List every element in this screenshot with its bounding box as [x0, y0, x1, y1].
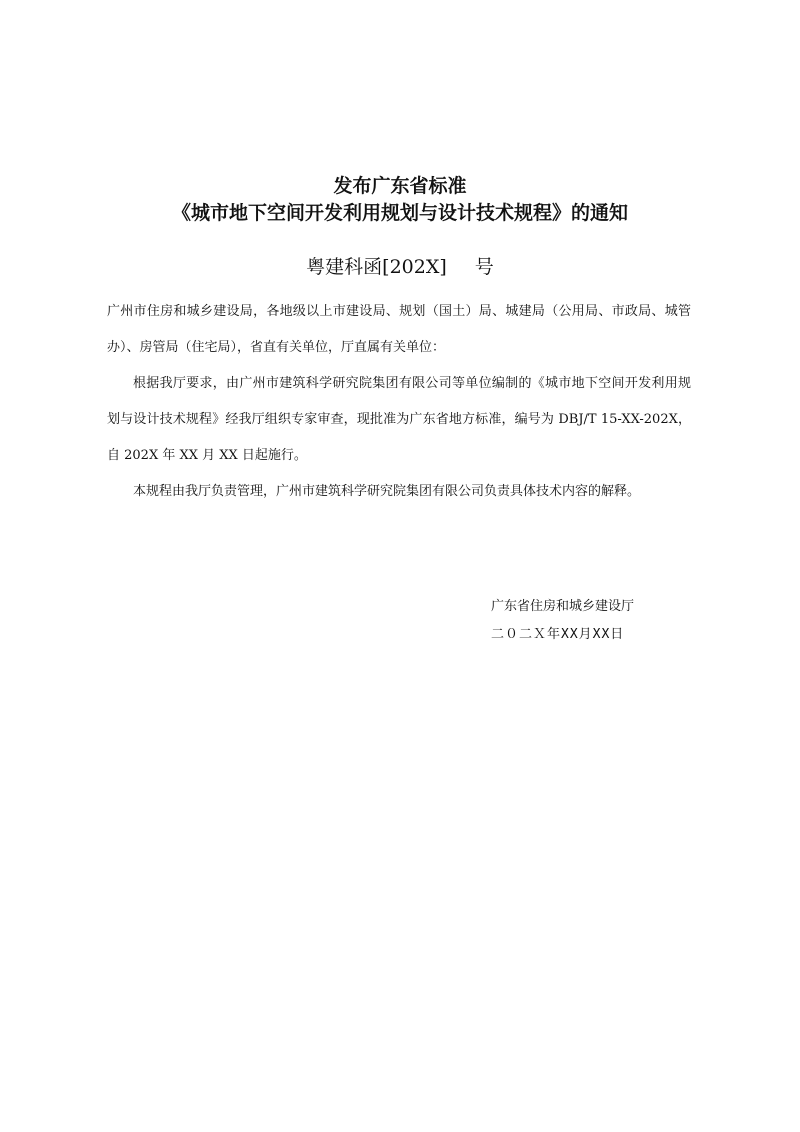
document-number-prefix: 粤建科函[202X] — [306, 256, 447, 278]
document-title-line1: 发布广东省标准 — [333, 175, 467, 197]
issuer-signature: 广东省住房和城乡建设厅 — [491, 599, 635, 614]
body-paragraph-approval: 根据我厅要求，由广州市建筑科学研究院集团有限公司等单位编制的《城市地下空间开发利用规划与设计技术规程》经我厅组织专家审查，现批准为广东省地方标准，编号为 DBJ/T 15-XX-202X，自 202X 年 XX 月 XX 日起施行。 — [107, 376, 691, 463]
document-number-suffix: 号 — [474, 256, 494, 278]
document-number — [0, 254, 800, 280]
recipients-paragraph: 广州市住房和城乡建设局，各地级以上市建设局、规划（国土）局、城建局（公用局、市政局、城管办）、房管局（住宅局），省直有关单位，厅直属有关单位： — [107, 304, 691, 355]
document-title-line2: 《城市地下空间开发利用规划与设计技术规程》的通知 — [171, 202, 628, 224]
body-paragraph-management: 本规程由我厅负责管理，广州市建筑科学研究院集团有限公司负责具体技术内容的解释。 — [133, 484, 641, 499]
issue-date: 二０二Ｘ年XX月XX日 — [491, 627, 625, 642]
